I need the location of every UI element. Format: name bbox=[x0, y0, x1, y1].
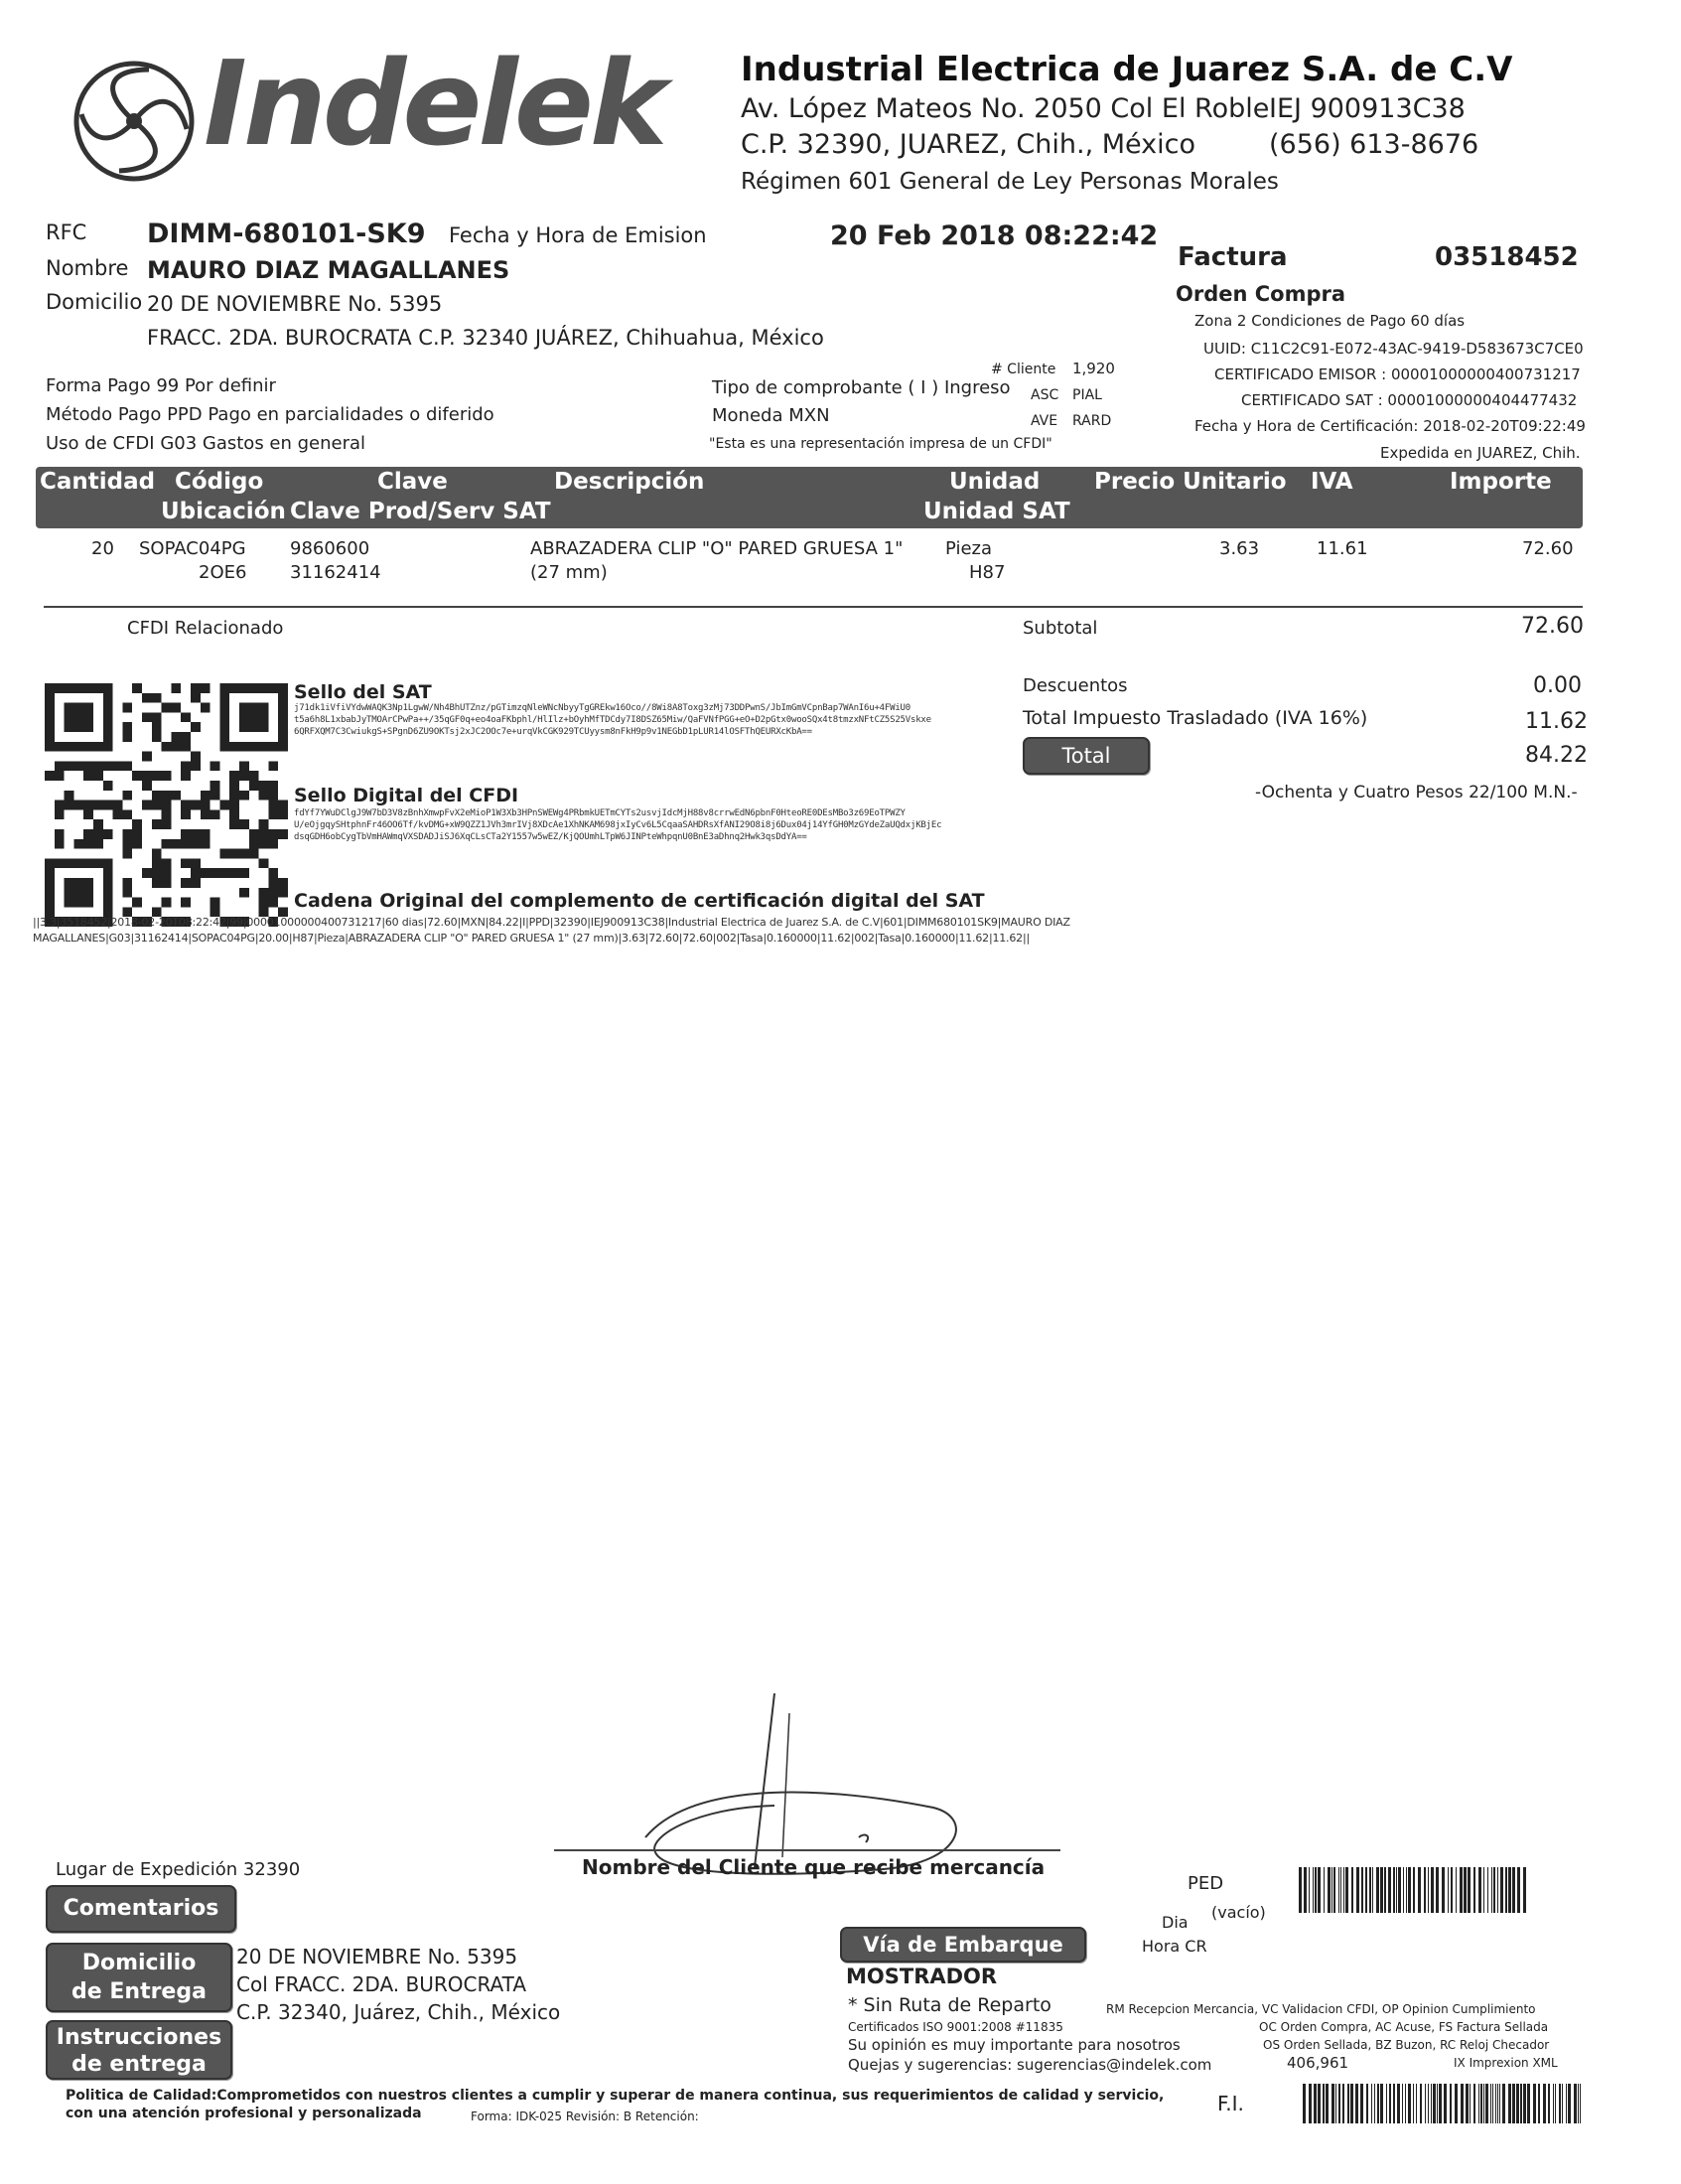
cell-descripcion1: ABRAZADERA CLIP "O" PARED GRUESA 1" bbox=[530, 538, 904, 559]
company-rfc: IEJ 900913C38 bbox=[1269, 93, 1466, 124]
metodo-pago: Método Pago PPD Pago en parcialidades o diferido bbox=[46, 404, 494, 425]
via-embarque-label: Vía de Embarque bbox=[840, 1927, 1086, 1963]
legend2: OC Orden Compra, AC Acuse, FS Factura Sellada bbox=[1259, 2020, 1549, 2034]
cadena-line: ||3.3|3518452|2018-02-20T08:22:42|99|00001000000400731217|60 dias|72.60|MXN|84.22|I|PPD|32390|IEJ900913C38|Industrial Electrica de Juarez S.A. de C.V|601|DIMM680101SK9|MAURO DIAZ bbox=[33, 916, 1070, 929]
th-cantidad: Cantidad bbox=[40, 469, 156, 495]
impuesto-label: Total Impuesto Trasladado (IVA 16%) bbox=[1023, 707, 1368, 729]
th-ubicacion: Ubicación bbox=[161, 499, 286, 524]
company-name: Industrial Electrica de Juarez S.A. de C.V bbox=[741, 50, 1513, 89]
sello-sat-label: Sello del SAT bbox=[294, 681, 432, 703]
signature-line bbox=[554, 1849, 1060, 1851]
total-label: Total bbox=[1023, 737, 1150, 775]
iso-cert: Certificados ISO 9001:2008 #11835 bbox=[848, 2020, 1063, 2034]
customer-nombre: MAURO DIAZ MAGALLANES bbox=[147, 256, 510, 284]
fecha-emision: 20 Feb 2018 08:22:42 bbox=[830, 220, 1159, 251]
th-clave: Clave bbox=[377, 469, 448, 495]
th-importe: Importe bbox=[1450, 469, 1552, 495]
total-en-letra: -Ochenta y Cuatro Pesos 22/100 M.N.- bbox=[1255, 783, 1578, 802]
company-phone: (656) 613-8676 bbox=[1269, 129, 1479, 160]
barcode-bottom bbox=[1303, 2084, 1581, 2123]
table-bottom-rule bbox=[44, 606, 1583, 608]
sello-sat-line: 6QRFXQM7C3CwiukgS+SPgnD6ZU9OKTsj2xJC2OOc7e+urqVkCGK929TCUyysm8nFkH9p9v1NEGbD1pLUR14lOSFThQEURXcKbA== bbox=[294, 727, 812, 737]
qr-code bbox=[45, 683, 288, 927]
sello-cfdi-label: Sello Digital del CFDI bbox=[294, 785, 519, 806]
customer-domicilio2: FRACC. 2DA. BUROCRATA C.P. 32340 JUÁREZ, Chihuahua, México bbox=[147, 326, 824, 350]
instrucciones-label2: de entrega bbox=[71, 2052, 207, 2077]
th-descripcion: Descripción bbox=[554, 469, 705, 495]
customer-domicilio1: 20 DE NOVIEMBRE No. 5395 bbox=[147, 292, 443, 316]
fecha-label: Fecha y Hora de Emision bbox=[449, 223, 707, 247]
cadena-line: MAGALLANES|G03|31162414|SOPAC04PG|20.00|H87|Pieza|ABRAZADERA CLIP "O" PARED GRUESA 1" (27 mm)|3.63|72.60|72.60|002|Tasa|0.160000|11.62|002|Tasa|0.160000|11.62|11.62|| bbox=[33, 932, 1030, 945]
th-unidad: Unidad bbox=[949, 469, 1041, 495]
sello-cfdi-line: fdYf7YWuDClgJ9W7bD3V8zBnhXmwpFvX2eMioP1W3Xb3HPnSWEWg4PRbmkUETmCYTs2usvjIdcMjH88v8crrwEdN6pbnF0HteoRE0DEsMBo3z69EoTPWZY bbox=[294, 808, 906, 818]
subtotal-label: Subtotal bbox=[1023, 618, 1098, 639]
politica-line2: con una atención profesional y personalizada bbox=[66, 2106, 422, 2121]
th-iva: IVA bbox=[1311, 469, 1353, 495]
moneda: Moneda MXN bbox=[712, 405, 830, 426]
uuid: UUID: C11C2C91-E072-43AC-9419-D583673C7CE0 bbox=[1203, 340, 1584, 358]
fi-label: F.I. bbox=[1217, 2092, 1244, 2115]
cell-unidad: Pieza bbox=[945, 538, 993, 559]
dia-label: Dia bbox=[1162, 1913, 1189, 1932]
entrega-line1: 20 DE NOVIEMBRE No. 5395 bbox=[236, 1945, 518, 1968]
comentarios-label: Comentarios bbox=[46, 1885, 236, 1933]
descuentos-label: Descuentos bbox=[1023, 675, 1128, 696]
instrucciones-label1: Instrucciones bbox=[56, 2025, 222, 2050]
cell-ubicacion: 2OE6 bbox=[199, 562, 247, 583]
sello-sat-line: j71dk1iVfiVYdwWAQK3Np1LgwW/Nh4BhUTZnz/pGTimzqNleWNcNbyyTgGREkw16Oco//8Wi8A8Toxg3zMj73DDPwnS/JbImGmVCpnBap7WAnI6u+4FWiU0 bbox=[294, 703, 911, 713]
lugar-expedicion: Lugar de Expedición 32390 bbox=[56, 1859, 301, 1880]
sin-ruta: * Sin Ruta de Reparto bbox=[848, 1994, 1051, 2016]
legend4: IX Imprexion XML bbox=[1454, 2056, 1558, 2070]
cell-clave-sat: 31162414 bbox=[290, 562, 381, 583]
customer-rfc: DIMM-680101-SK9 bbox=[147, 218, 426, 249]
ave-value: RARD bbox=[1072, 413, 1112, 429]
sello-sat-line: t5a6h8L1xbabJyTMOArCPwPa++/35qGF0q+eo4oaFKbphl/HlIlz+bOyhMfTDCdy7I8DSZ65Miw/QaFVNfPGG+eO+D2pGtx0wooSQx4t8tmzxNFtCZ5S25Vskxe bbox=[294, 715, 931, 725]
expedida: Expedida en JUAREZ, Chih. bbox=[1380, 444, 1581, 462]
domicilio-entrega-label1: Domicilio bbox=[81, 1951, 197, 1975]
uso-cfdi: Uso de CFDI G03 Gastos en general bbox=[46, 433, 366, 454]
via-embarque: MOSTRADOR bbox=[846, 1965, 998, 1988]
cell-codigo: SOPAC04PG bbox=[139, 538, 246, 559]
forma-pago: Forma Pago 99 Por definir bbox=[46, 375, 276, 396]
cliente-label: # Cliente bbox=[991, 362, 1056, 377]
cell-clave: 9860600 bbox=[290, 538, 370, 559]
zona-condiciones: Zona 2 Condiciones de Pago 60 días bbox=[1194, 312, 1466, 330]
folio-number: 406,961 bbox=[1287, 2054, 1349, 2072]
nombre-label: Nombre bbox=[46, 256, 129, 280]
domicilio-entrega-label2: de Entrega bbox=[71, 1979, 207, 2004]
company-regimen: Régimen 601 General de Ley Personas Morales bbox=[741, 169, 1279, 195]
quejas: Quejas y sugerencias: sugerencias@indelek.com bbox=[848, 2056, 1212, 2074]
company-address2: C.P. 32390, JUAREZ, Chih., México bbox=[741, 129, 1196, 160]
dia-value: (vacío) bbox=[1211, 1903, 1266, 1922]
th-codigo: Código bbox=[175, 469, 264, 495]
tipo-comprobante: Tipo de comprobante ( I ) Ingreso bbox=[712, 377, 1011, 398]
barcode-top bbox=[1299, 1867, 1527, 1913]
sello-cfdi-line: dsqGDH6obCygTbVmHAWmqVXSDADJiSJ6XqCLsCTa2Y1557w5wEZ/KjQOUmhLTpW6JINPteWhpqnU0BnE3aDhnq2Hwk3qsDdYA== bbox=[294, 832, 807, 842]
factura-label: Factura bbox=[1178, 242, 1288, 272]
company-address1: Av. López Mateos No. 2050 Col El Roble bbox=[741, 93, 1270, 124]
th-precio-unitario: Precio Unitario bbox=[1094, 469, 1287, 495]
cell-cantidad: 20 bbox=[91, 538, 114, 559]
fecha-certificacion: Fecha y Hora de Certificación: 2018-02-20T09:22:49 bbox=[1194, 417, 1586, 435]
forma-revision: Forma: IDK-025 Revisión: B Retención: bbox=[471, 2110, 699, 2123]
cell-descripcion2: (27 mm) bbox=[530, 562, 608, 583]
impuesto-value: 11.62 bbox=[1525, 709, 1588, 734]
entrega-line2: Col FRACC. 2DA. BUROCRATA bbox=[236, 1972, 527, 1996]
logo-wordmark: Indelek bbox=[204, 35, 664, 172]
asc-value: PIAL bbox=[1072, 387, 1102, 403]
cell-precio: 3.63 bbox=[1219, 538, 1260, 559]
ave-label: AVE bbox=[1031, 413, 1058, 429]
subtotal-value: 72.60 bbox=[1521, 614, 1584, 639]
asc-label: ASC bbox=[1031, 387, 1059, 403]
cadena-label: Cadena Original del complemento de certificación digital del SAT bbox=[294, 890, 985, 912]
firma-label: Nombre del Cliente que recibe mercancía bbox=[582, 1855, 1046, 1879]
cell-unidad-sat: H87 bbox=[969, 562, 1006, 583]
legend3: OS Orden Sellada, BZ Buzon, RC Reloj Checador bbox=[1263, 2038, 1550, 2052]
cert-emisor: CERTIFICADO EMISOR : 00001000000400731217 bbox=[1214, 365, 1581, 383]
politica-line1: Politica de Calidad:Comprometidos con nuestros clientes a cumplir y superar de manera continua, sus requerimientos de calidad y servicio, bbox=[66, 2088, 1165, 2104]
factura-number: 03518452 bbox=[1435, 242, 1579, 272]
rfc-label: RFC bbox=[46, 220, 87, 244]
opinion: Su opinión es muy importante para nosotros bbox=[848, 2036, 1181, 2054]
total-value: 84.22 bbox=[1525, 743, 1588, 768]
sello-cfdi-line: U/eOjgqySHtphnFr46OO6Tf/kvDMG+xW9QZZ1JVh3mrIVj8XDcAe1XhNKAM698jxIyCv6L5CqaaSAHDRsXfANI29O8i8j6Dux04j14YfGH0MzGYdeZaUQdxjKBjEc bbox=[294, 820, 942, 830]
descuentos-value: 0.00 bbox=[1533, 673, 1582, 698]
domicilio-label: Domicilio bbox=[46, 290, 143, 314]
hora-cr: Hora CR bbox=[1142, 1937, 1207, 1956]
th-unidad-sat: Unidad SAT bbox=[923, 499, 1070, 524]
company-logo bbox=[40, 30, 675, 204]
cert-sat: CERTIFICADO SAT : 00001000000404477432 bbox=[1241, 391, 1578, 409]
cell-importe: 72.60 bbox=[1522, 538, 1574, 559]
orden-compra-label: Orden Compra bbox=[1176, 282, 1346, 306]
ped-label: PED bbox=[1188, 1873, 1224, 1894]
domicilio-entrega-label bbox=[46, 1943, 232, 2012]
representacion-impresa: "Esta es una representación impresa de un CFDI" bbox=[709, 436, 1052, 452]
cell-iva: 11.61 bbox=[1317, 538, 1368, 559]
th-clave-sat: Clave Prod/Serv SAT bbox=[290, 499, 551, 524]
table-header bbox=[36, 467, 1583, 528]
cfdi-relacionado: CFDI Relacionado bbox=[127, 618, 284, 639]
legend1: RM Recepcion Mercancia, VC Validacion CFDI, OP Opinion Cumplimiento bbox=[1106, 2002, 1536, 2016]
instrucciones-label bbox=[46, 2020, 232, 2080]
entrega-line3: C.P. 32340, Juárez, Chih., México bbox=[236, 2000, 561, 2024]
cliente-number: 1,920 bbox=[1072, 360, 1115, 377]
